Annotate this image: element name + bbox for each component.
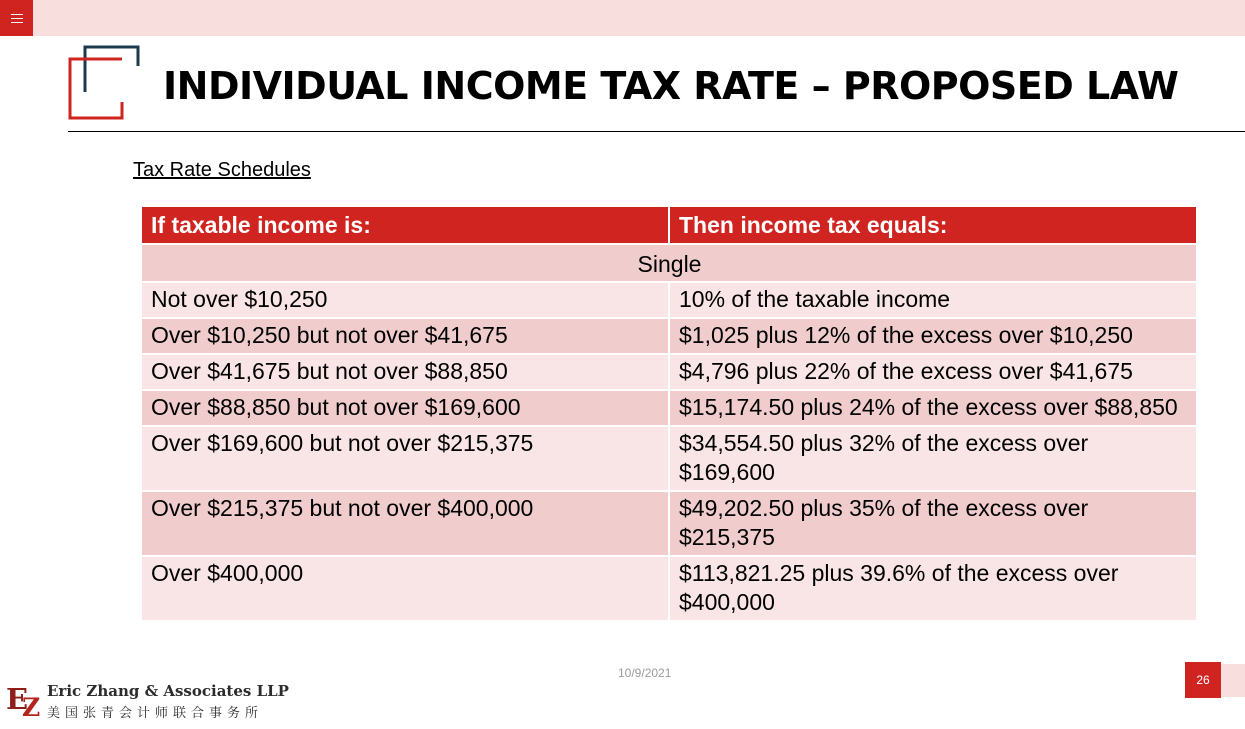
income-bracket-cell: Over $41,675 but not over $88,850 xyxy=(141,354,669,390)
tax-amount-cell: $15,174.50 plus 24% of the excess over $88,850 xyxy=(669,390,1197,426)
tax-amount-cell: 10% of the taxable income xyxy=(669,282,1197,318)
section-subtitle: Tax Rate Schedules xyxy=(133,159,311,181)
slide-title: INDIVIDUAL INCOME TAX RATE – PROPOSED LAW xyxy=(163,64,1179,108)
table-row xyxy=(141,491,1197,556)
ez-logo-icon xyxy=(5,681,45,719)
hamburger-icon xyxy=(11,14,23,23)
table-row xyxy=(141,390,1197,426)
tax-amount-cell: $1,025 plus 12% of the excess over $10,250 xyxy=(669,318,1197,354)
title-divider xyxy=(68,131,1245,132)
income-bracket-cell: Over $215,375 but not over $400,000 xyxy=(141,491,669,556)
tax-amount-cell: $49,202.50 plus 35% of the excess over $215,375 xyxy=(669,491,1197,556)
table-row xyxy=(141,354,1197,390)
table-row xyxy=(141,282,1197,318)
svg-text:Z: Z xyxy=(22,693,41,719)
company-name-chinese: 美国张青会计师联合事务所 xyxy=(47,706,264,721)
income-bracket-cell: Over $169,600 but not over $215,375 xyxy=(141,426,669,491)
company-logo xyxy=(5,681,289,721)
income-bracket-cell: Over $88,850 but not over $169,600 xyxy=(141,390,669,426)
bracket-logo-icon xyxy=(68,45,140,121)
menu-button[interactable] xyxy=(0,0,33,36)
income-bracket-cell: Over $400,000 xyxy=(141,556,669,621)
footer-date: 10/9/2021 xyxy=(618,666,672,680)
filing-status-label: Single xyxy=(141,244,1197,282)
top-bar xyxy=(0,0,1245,36)
page-number: 26 xyxy=(1185,662,1221,698)
table-row xyxy=(141,318,1197,354)
table-row xyxy=(141,426,1197,491)
tax-amount-cell: $4,796 plus 22% of the excess over $41,675 xyxy=(669,354,1197,390)
tax-amount-cell: $113,821.25 plus 39.6% of the excess over $400,000 xyxy=(669,556,1197,621)
tax-amount-cell: $34,554.50 plus 32% of the excess over $169,600 xyxy=(669,426,1197,491)
income-bracket-cell: Not over $10,250 xyxy=(141,282,669,318)
income-bracket-cell: Over $10,250 but not over $41,675 xyxy=(141,318,669,354)
header-taxable-income: If taxable income is: xyxy=(141,206,669,244)
table-row xyxy=(141,556,1197,621)
header-income-tax: Then income tax equals: xyxy=(669,206,1197,244)
filing-status-row xyxy=(141,244,1197,282)
company-name: Eric Zhang & Associates LLP xyxy=(47,682,289,700)
table-header-row xyxy=(141,206,1197,244)
svg-text:E: E xyxy=(6,682,29,716)
tax-rate-table xyxy=(140,205,1198,622)
